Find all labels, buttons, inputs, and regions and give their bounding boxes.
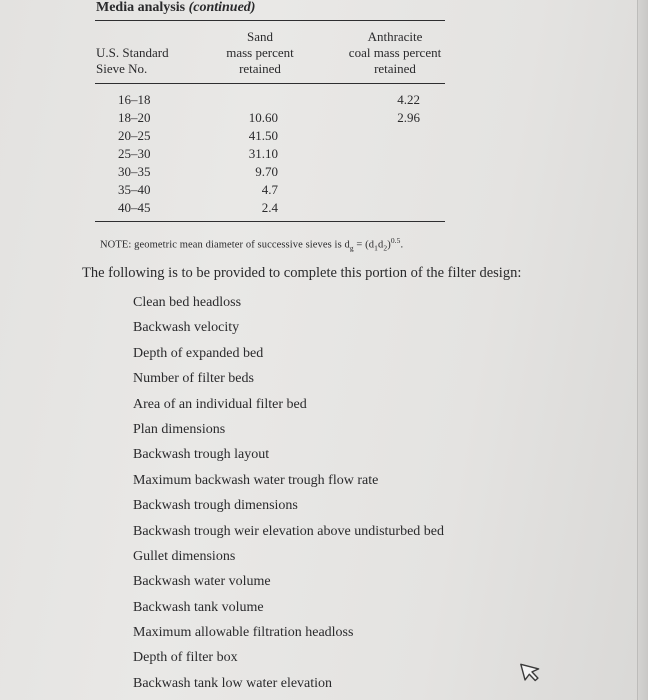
list-item: Maximum allowable filtration headloss [133, 625, 354, 641]
note-prefix: NOTE: geometric mean diameter of successive sieves is d [100, 239, 350, 251]
cell-sand: 4.7 [261, 182, 278, 197]
note-exponent: 0.5 [390, 236, 401, 245]
header-sieve-line: Sieve No. [96, 61, 148, 76]
note-d2: d [377, 239, 384, 251]
table-row [0, 91, 648, 109]
table-header-rule [95, 83, 445, 84]
table-row [0, 199, 648, 217]
list-item: Depth of expanded bed [133, 345, 264, 361]
mouse-cursor-icon [520, 661, 542, 683]
list-item: Gullet dimensions [133, 548, 236, 564]
cell-sieve: 16–18 [118, 92, 151, 107]
header-sand-line: mass percent [226, 45, 294, 60]
header-anthracite [335, 29, 455, 77]
cell-sieve: 25–30 [118, 146, 151, 161]
list-item: Maximum backwash water trough flow rate [133, 472, 379, 488]
header-sand [210, 29, 310, 77]
header-sand-line: Sand [247, 29, 273, 44]
table-note [100, 236, 403, 253]
cell-sieve: 18–20 [118, 110, 151, 125]
header-sand-line: retained [239, 61, 281, 76]
list-item: Depth of filter box [133, 650, 238, 666]
list-item: Area of an individual filter bed [133, 396, 307, 412]
section-title-continued: (continued) [188, 0, 256, 15]
list-item: Backwash tank low water elevation [133, 675, 333, 691]
table-bottom-rule [95, 221, 445, 222]
cell-sand: 10.60 [248, 110, 278, 125]
note-subscript: 2 [383, 243, 388, 253]
note-mid: = (d [353, 239, 375, 251]
header-anthracite-line: coal mass percent [348, 45, 442, 60]
list-item: Backwash tank volume [133, 599, 264, 615]
cell-sand: 31.10 [248, 146, 278, 161]
list-item: Backwash trough dimensions [133, 498, 298, 514]
table-top-rule [95, 20, 445, 21]
table-row [0, 109, 648, 127]
cell-sieve: 35–40 [118, 182, 151, 197]
table-row [0, 145, 648, 163]
header-anthracite-line: Anthracite [367, 29, 423, 44]
table-row [0, 163, 648, 181]
intro-text: The following is to be provided to complete this portion of the filter design: [82, 265, 522, 281]
list-item: Backwash trough weir elevation above undisturbed bed [133, 523, 445, 539]
cell-sand: 9.70 [255, 164, 278, 179]
cell-sand: 2.4 [261, 200, 278, 215]
note-subscript: 1 [374, 243, 378, 253]
note-subscript: g [349, 243, 354, 253]
note-close: ) [387, 239, 391, 251]
list-item: Backwash water volume [133, 574, 271, 590]
cell-anthracite: 4.22 [397, 92, 420, 107]
header-sieve-line: U.S. Standard [96, 45, 169, 60]
list-item: Plan dimensions [133, 421, 226, 437]
section-title-text: Media analysis [96, 0, 186, 15]
requirements-list [133, 292, 444, 698]
cell-sand: 41.50 [248, 128, 278, 143]
note-end: . [400, 239, 404, 251]
header-sieve [96, 45, 169, 77]
table-row [0, 181, 648, 199]
cell-anthracite: 2.96 [397, 110, 420, 125]
cell-sieve: 30–35 [118, 164, 151, 179]
cell-sieve: 40–45 [118, 200, 151, 215]
list-item: Backwash velocity [133, 320, 240, 336]
section-title [96, 0, 255, 16]
table-row [0, 127, 648, 145]
list-item: Number of filter beds [133, 371, 254, 387]
cell-sieve: 20–25 [118, 128, 151, 143]
header-anthracite-line: retained [374, 61, 416, 76]
list-item: Backwash trough layout [133, 447, 270, 463]
list-item: Clean bed headloss [133, 295, 242, 310]
